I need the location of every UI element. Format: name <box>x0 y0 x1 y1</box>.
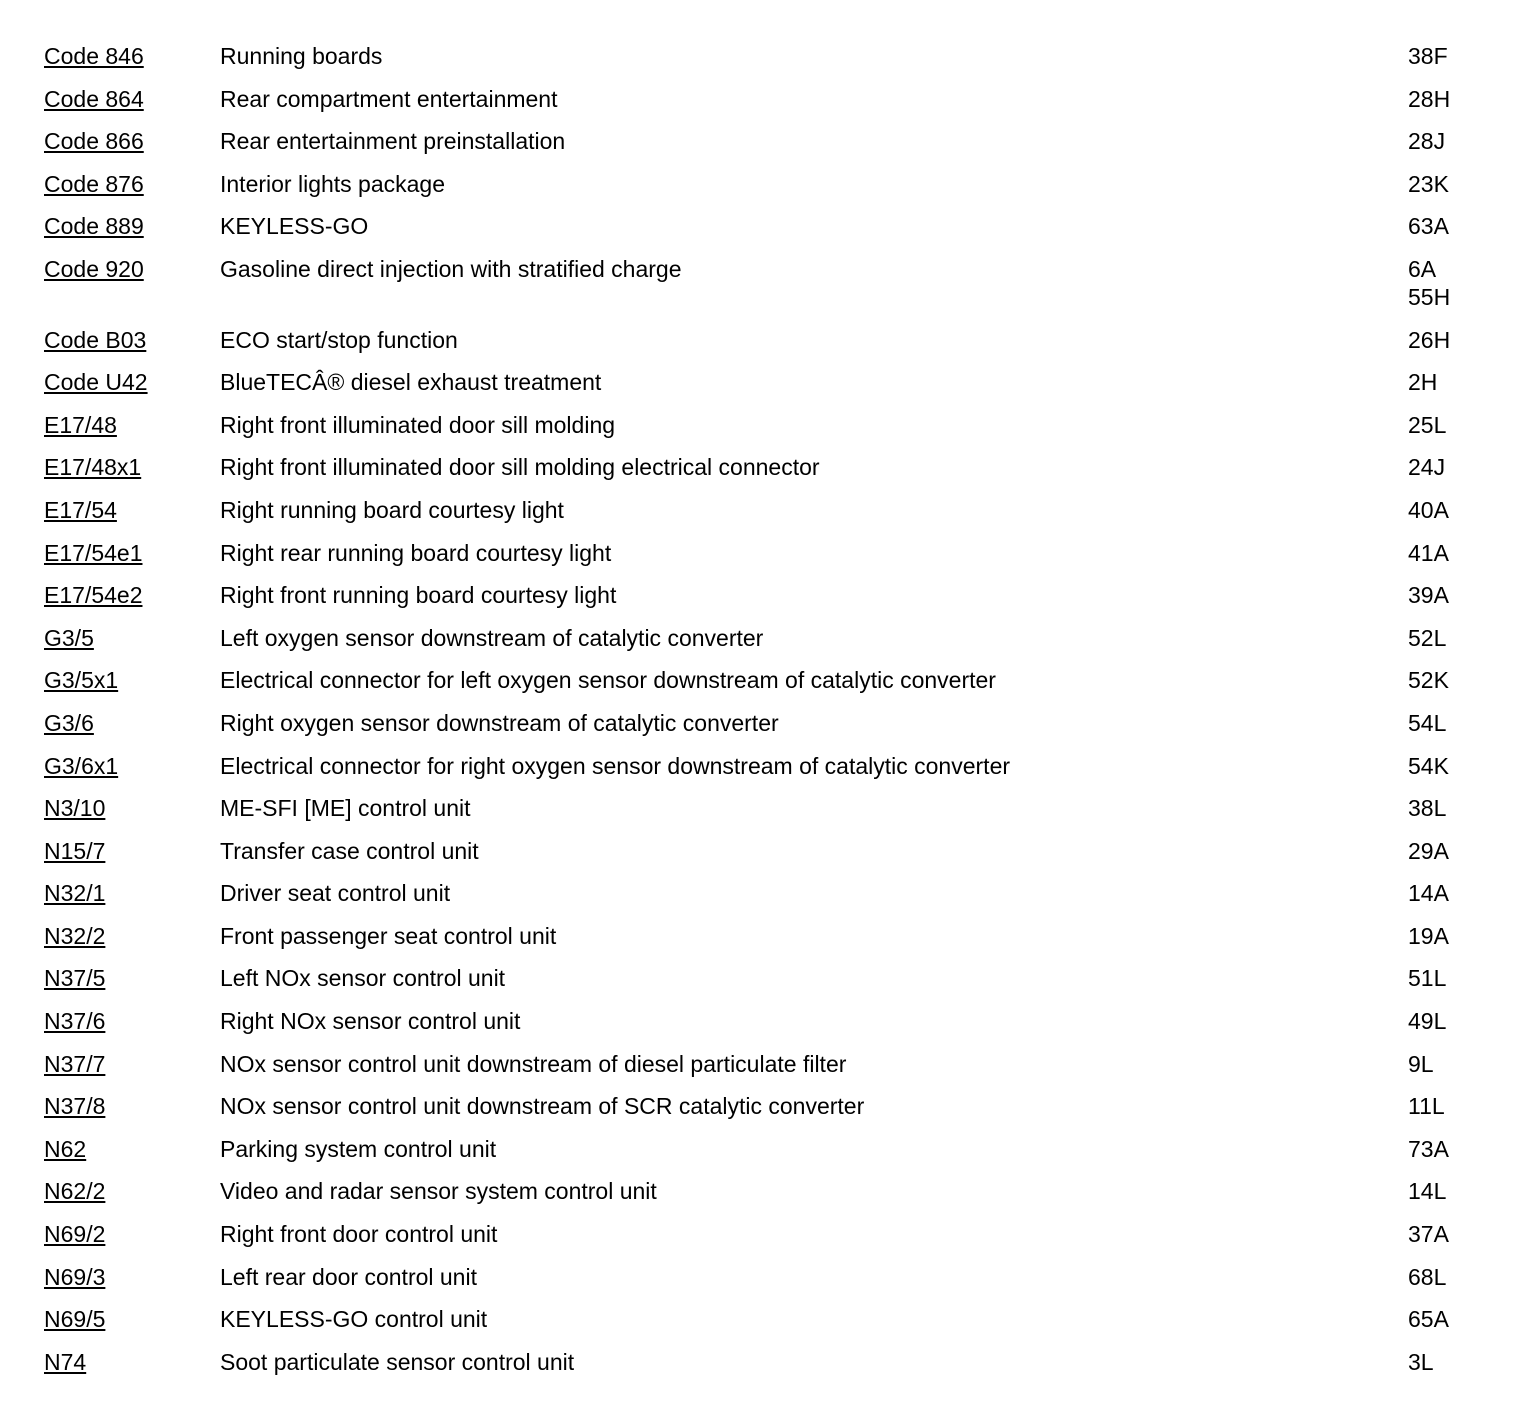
grid-locations <box>1408 127 1494 155</box>
grid-location: 49L <box>1408 1008 1447 1035</box>
component-code-link[interactable]: Code 876 <box>44 170 144 197</box>
component-code-link[interactable]: N37/8 <box>44 1093 106 1120</box>
grid-location: 14L <box>1408 1178 1447 1205</box>
component-code-link[interactable]: N32/2 <box>44 922 106 949</box>
grid-location: 19A <box>1408 922 1449 949</box>
grid-locations <box>1408 624 1494 652</box>
grid-location: 40A <box>1408 496 1449 523</box>
component-description: Soot particulate sensor control unit <box>220 1348 575 1375</box>
grid-location: 39A <box>1408 582 1449 609</box>
grid-locations <box>1408 255 1494 311</box>
component-description: Right front illuminated door sill molding electrical connector <box>220 454 820 481</box>
component-code-link[interactable]: Code U42 <box>44 369 148 396</box>
grid-location: 3L <box>1408 1348 1434 1375</box>
grid-locations <box>1408 752 1494 780</box>
legend-row <box>44 1092 1494 1120</box>
grid-location: 14A <box>1408 880 1449 907</box>
grid-location: 55H <box>1408 283 1451 310</box>
component-code-link[interactable]: G3/5 <box>44 624 94 651</box>
grid-locations <box>1408 1135 1494 1163</box>
legend-row <box>44 964 1494 992</box>
legend-row <box>44 666 1494 694</box>
legend-row <box>44 752 1494 780</box>
grid-locations <box>1408 368 1494 396</box>
grid-locations <box>1408 1220 1494 1248</box>
legend-row <box>44 922 1494 950</box>
component-code-link[interactable]: N3/10 <box>44 795 106 822</box>
component-code-link[interactable]: Code 889 <box>44 213 144 240</box>
legend-row <box>44 539 1494 567</box>
grid-locations <box>1408 922 1494 950</box>
component-description: Right front illuminated door sill molding <box>220 411 616 438</box>
component-description: Right NOx sensor control unit <box>220 1008 521 1035</box>
component-code-link[interactable]: N15/7 <box>44 837 106 864</box>
component-code-link[interactable]: Code 864 <box>44 85 144 112</box>
grid-location: 73A <box>1408 1135 1449 1162</box>
component-description: Electrical connector for left oxygen sensor downstream of catalytic converter <box>220 667 996 694</box>
legend-row <box>44 1177 1494 1205</box>
grid-location: 6A <box>1408 255 1437 282</box>
legend-row <box>44 1220 1494 1248</box>
grid-locations <box>1408 1177 1494 1205</box>
grid-location: 52K <box>1408 667 1449 694</box>
component-code-link[interactable]: G3/6x1 <box>44 752 119 779</box>
grid-locations <box>1408 453 1494 481</box>
grid-locations <box>1408 1092 1494 1120</box>
legend-row <box>44 85 1494 113</box>
component-code-link[interactable]: N37/6 <box>44 1008 106 1035</box>
grid-locations <box>1408 964 1494 992</box>
component-code-link[interactable]: N74 <box>44 1348 87 1375</box>
component-code-link[interactable]: N32/1 <box>44 880 106 907</box>
grid-locations <box>1408 1007 1494 1035</box>
grid-location: 52L <box>1408 624 1447 651</box>
component-description: Right front door control unit <box>220 1221 498 1248</box>
grid-location: 26H <box>1408 326 1451 353</box>
component-description: Front passenger seat control unit <box>220 922 557 949</box>
component-description: Transfer case control unit <box>220 837 479 864</box>
legend-row <box>44 879 1494 907</box>
legend-row <box>44 453 1494 481</box>
component-description: Rear compartment entertainment <box>220 85 558 112</box>
component-code-link[interactable]: G3/5x1 <box>44 667 119 694</box>
grid-locations <box>1408 709 1494 737</box>
grid-locations <box>1408 794 1494 822</box>
grid-locations <box>1408 170 1494 198</box>
component-code-link[interactable]: E17/54e1 <box>44 539 143 566</box>
legend-row <box>44 212 1494 240</box>
grid-locations <box>1408 496 1494 524</box>
component-code-link[interactable]: E17/48 <box>44 411 117 438</box>
legend-row <box>44 1050 1494 1078</box>
component-code-link[interactable]: N62 <box>44 1135 87 1162</box>
grid-location: 28H <box>1408 85 1451 112</box>
component-description: BlueTECÂ® diesel exhaust treatment <box>220 369 602 396</box>
grid-location: 38F <box>1408 43 1448 69</box>
grid-location: 23K <box>1408 170 1449 197</box>
component-code-link[interactable]: N37/7 <box>44 1050 106 1077</box>
legend-row <box>44 326 1494 354</box>
grid-location: 54K <box>1408 752 1449 779</box>
component-code-link[interactable]: Code 846 <box>44 43 144 69</box>
grid-locations <box>1408 1348 1494 1376</box>
legend-row <box>44 1348 1494 1376</box>
component-description: Video and radar sensor system control unit <box>220 1178 657 1205</box>
component-code-link[interactable]: Code B03 <box>44 326 147 353</box>
component-description: Electrical connector for right oxygen sensor downstream of catalytic converter <box>220 752 1011 779</box>
legend-row <box>44 837 1494 865</box>
grid-location: 68L <box>1408 1263 1447 1290</box>
grid-location: 63A <box>1408 213 1449 240</box>
component-legend <box>44 42 1494 1390</box>
component-description: Right front running board courtesy light <box>220 582 617 609</box>
grid-location: 29A <box>1408 837 1449 864</box>
component-code-link[interactable]: N69/5 <box>44 1306 106 1333</box>
grid-location: 9L <box>1408 1050 1434 1077</box>
component-description: Left rear door control unit <box>220 1263 477 1290</box>
grid-location: 54L <box>1408 709 1447 736</box>
grid-location: 51L <box>1408 965 1447 992</box>
legend-row <box>44 170 1494 198</box>
component-code-link[interactable]: N37/5 <box>44 965 106 992</box>
component-description: KEYLESS-GO <box>220 213 369 240</box>
component-description: NOx sensor control unit downstream of diesel particulate filter <box>220 1050 847 1077</box>
grid-location: 11L <box>1408 1093 1445 1120</box>
component-description: NOx sensor control unit downstream of SCR catalytic converter <box>220 1093 865 1120</box>
component-code-link[interactable]: Code 866 <box>44 128 144 155</box>
component-description: Parking system control unit <box>220 1135 497 1162</box>
component-description: ECO start/stop function <box>220 326 458 353</box>
component-description: Right oxygen sensor downstream of catalytic converter <box>220 709 779 736</box>
legend-row <box>44 1007 1494 1035</box>
legend-row <box>44 255 1494 311</box>
grid-locations <box>1408 85 1494 113</box>
component-description: Rear entertainment preinstallation <box>220 128 566 155</box>
legend-row <box>44 368 1494 396</box>
grid-locations <box>1408 879 1494 907</box>
grid-location: 37A <box>1408 1221 1449 1248</box>
component-description: Left NOx sensor control unit <box>220 965 506 992</box>
grid-locations <box>1408 1305 1494 1333</box>
legend-row <box>44 127 1494 155</box>
component-description: KEYLESS-GO control unit <box>220 1306 488 1333</box>
grid-locations <box>1408 581 1494 609</box>
legend-row <box>44 709 1494 737</box>
component-code-link[interactable]: G3/6 <box>44 709 94 736</box>
component-description: Driver seat control unit <box>220 880 451 907</box>
component-description: ME-SFI [ME] control unit <box>220 795 471 822</box>
legend-row <box>44 411 1494 439</box>
grid-locations <box>1408 326 1494 354</box>
grid-locations <box>1408 837 1494 865</box>
component-description: Right running board courtesy light <box>220 496 564 523</box>
grid-location: 41A <box>1408 539 1449 566</box>
component-code-link[interactable]: E17/48x1 <box>44 454 142 481</box>
legend-row <box>44 1263 1494 1291</box>
component-description: Running boards <box>220 43 383 69</box>
component-description: Left oxygen sensor downstream of catalytic converter <box>220 624 764 651</box>
legend-row <box>44 496 1494 524</box>
grid-location: 38L <box>1408 795 1447 822</box>
component-description: Right rear running board courtesy light <box>220 539 612 566</box>
legend-row <box>44 581 1494 609</box>
grid-locations <box>1408 42 1494 70</box>
grid-locations <box>1408 212 1494 240</box>
grid-locations <box>1408 1050 1494 1078</box>
grid-location: 25L <box>1408 411 1447 438</box>
grid-location: 24J <box>1408 454 1446 481</box>
legend-row <box>44 42 1494 70</box>
grid-location: 2H <box>1408 369 1438 396</box>
grid-location: 65A <box>1408 1306 1449 1333</box>
component-code-link[interactable]: E17/54 <box>44 496 117 523</box>
legend-row <box>44 1135 1494 1163</box>
grid-locations <box>1408 539 1494 567</box>
component-code-link[interactable]: E17/54e2 <box>44 582 143 609</box>
component-code-link[interactable]: N69/2 <box>44 1221 106 1248</box>
component-code-link[interactable]: N62/2 <box>44 1178 106 1205</box>
component-code-link[interactable]: N69/3 <box>44 1263 106 1290</box>
grid-location: 28J <box>1408 128 1446 155</box>
grid-locations <box>1408 1263 1494 1291</box>
component-code-link[interactable]: Code 920 <box>44 255 144 282</box>
grid-locations <box>1408 666 1494 694</box>
component-description: Interior lights package <box>220 170 446 197</box>
grid-locations <box>1408 411 1494 439</box>
component-description: Gasoline direct injection with stratified charge <box>220 255 682 282</box>
legend-row <box>44 624 1494 652</box>
legend-row <box>44 794 1494 822</box>
legend-row <box>44 1305 1494 1333</box>
